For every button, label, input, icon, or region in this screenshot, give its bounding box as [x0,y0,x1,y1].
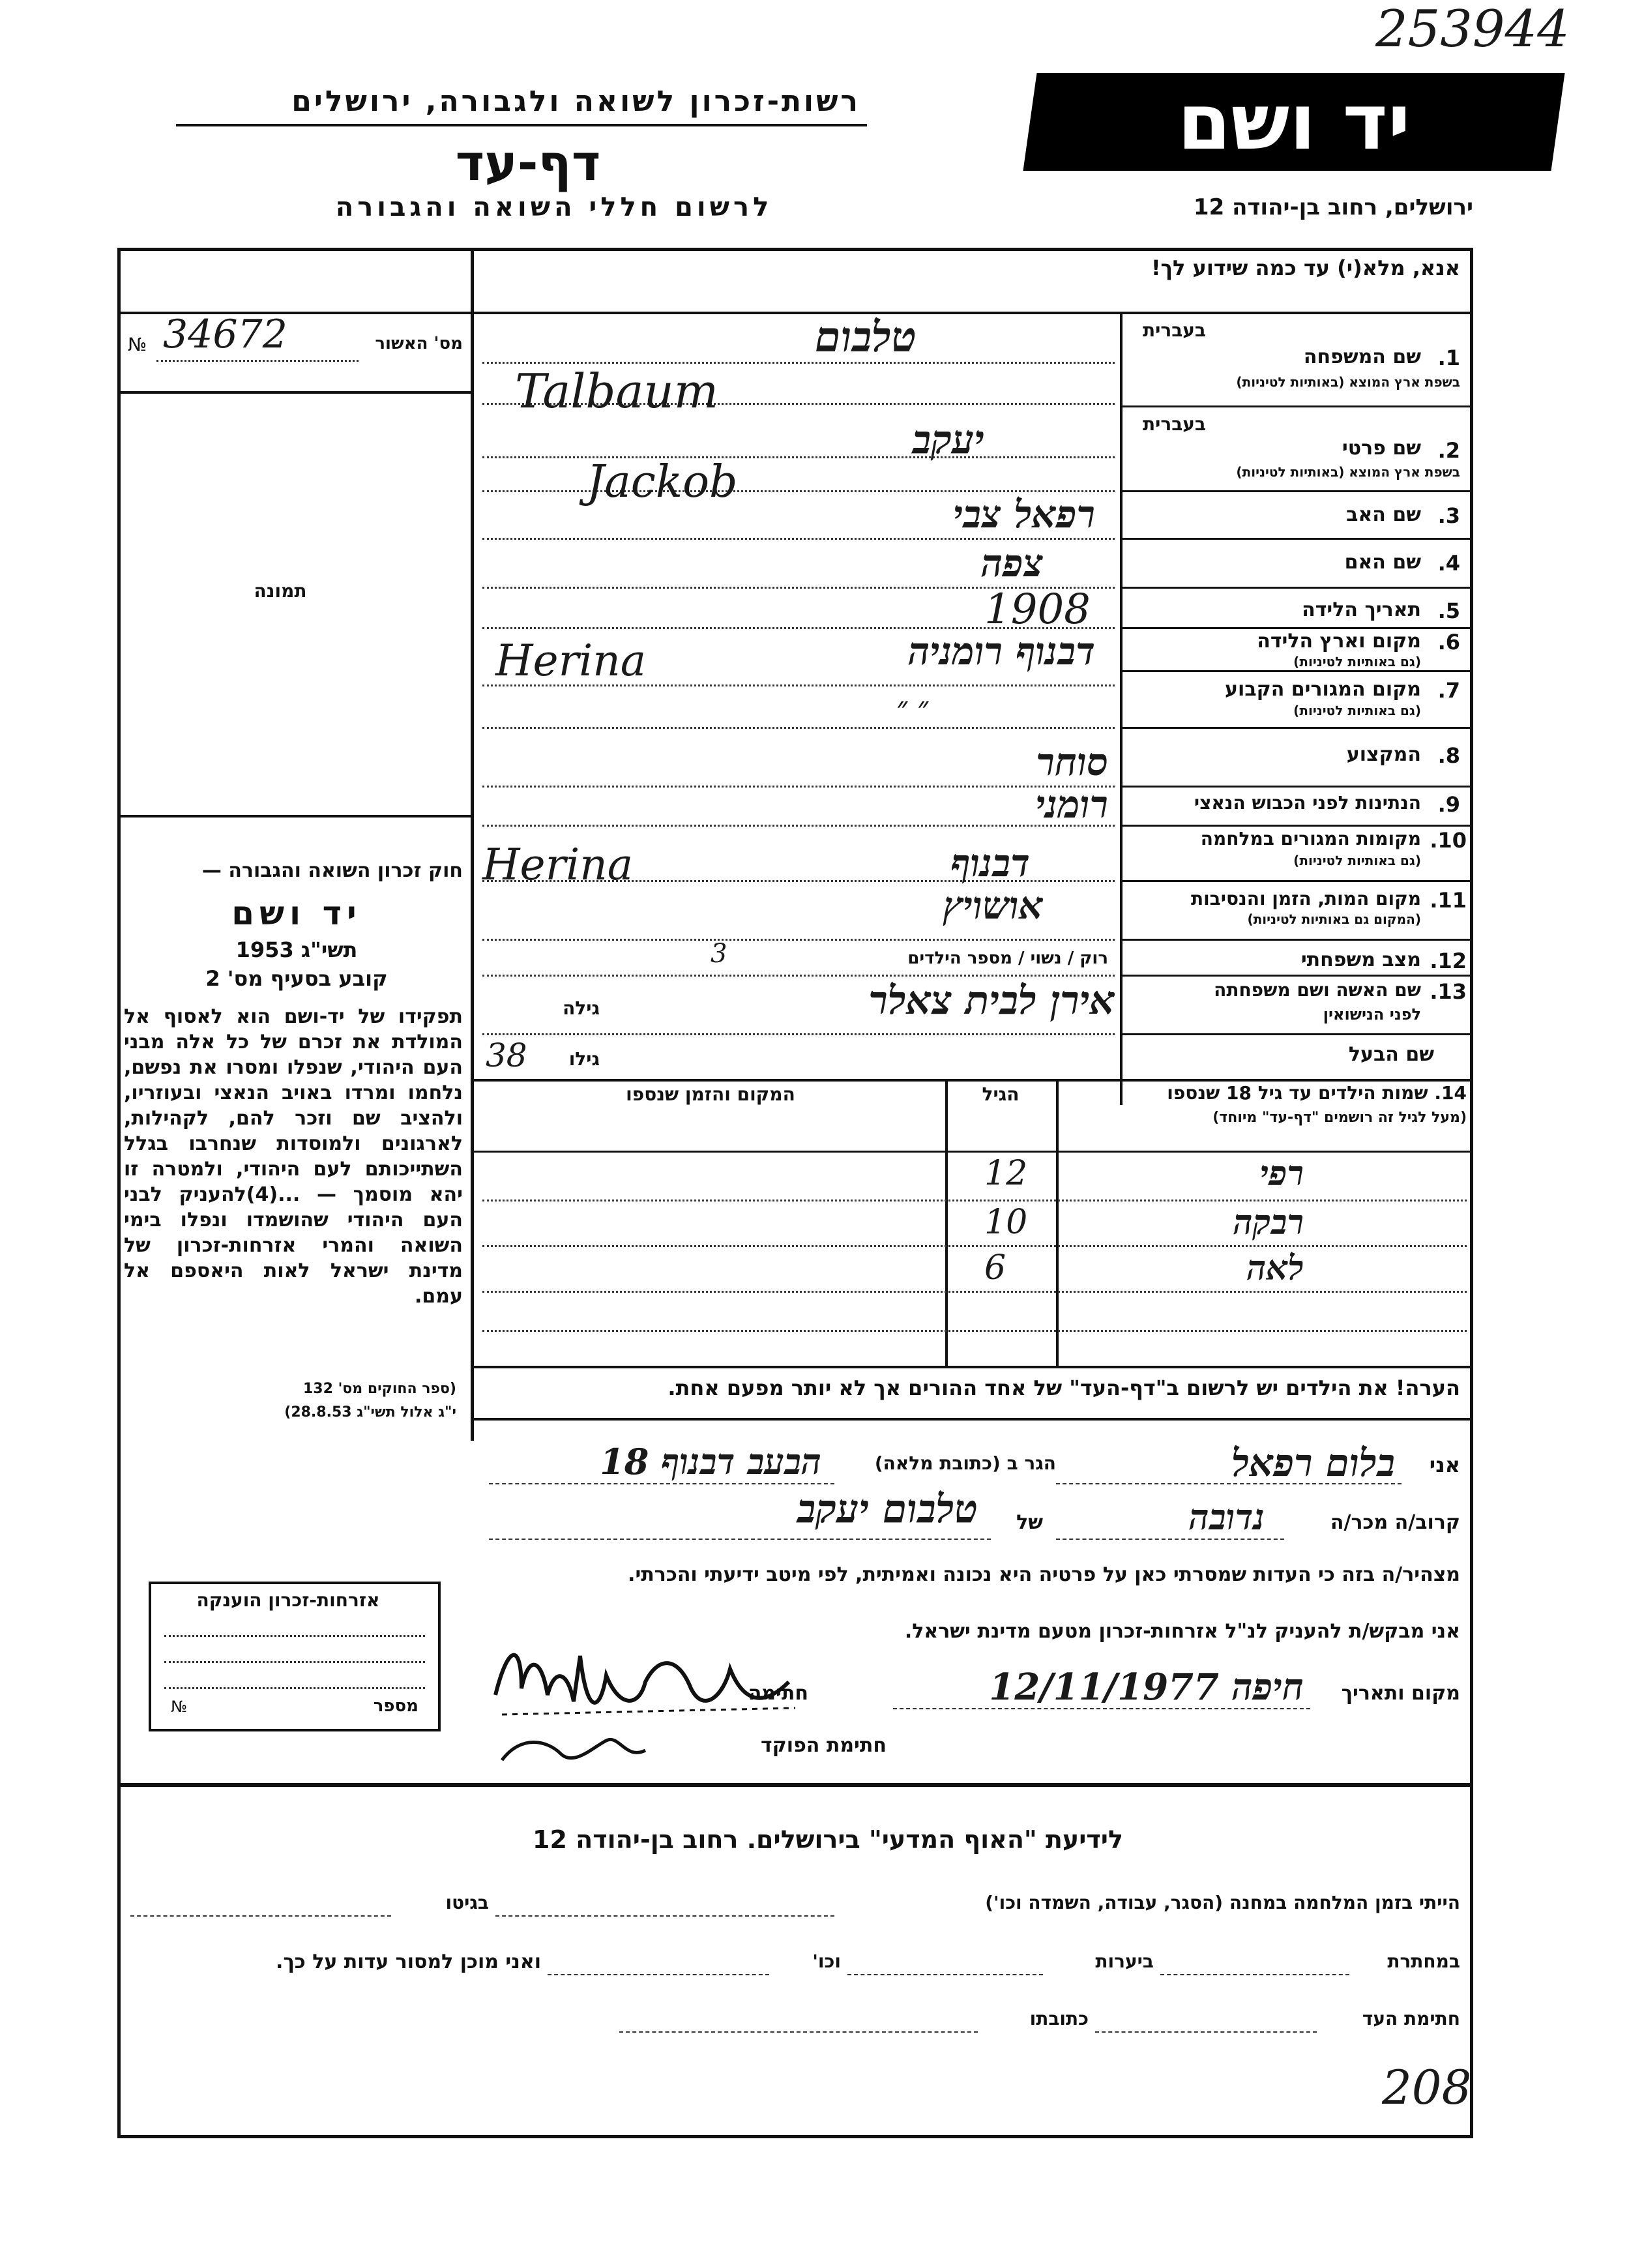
label-column-divider [1120,313,1123,1105]
field-2-lang: בעברית [1142,413,1206,435]
field-13-sub: לפני הנישואין [1323,1005,1421,1024]
husband-age-value: 38 [486,1037,527,1074]
children-place-header: המקום והזמן שנספו [626,1083,795,1105]
children-age-header: הגיל [982,1083,1020,1105]
field-7-sub: (גם באותיות לטיניות) [1293,703,1421,718]
field-2-value: יעקב [912,417,984,463]
field-7-num: 7. [1437,678,1460,703]
field-10-sub: (גם באותיות לטיניות) [1293,853,1421,868]
field-5-value: 1908 [984,585,1091,634]
children-header: 14. שמות הילדים עד גיל 18 שנספו [1167,1082,1467,1104]
field-9-label: הנתינות לפני הכבוש הנאצי [1194,792,1421,814]
citizenship-no: № [171,1698,187,1716]
field-12-value: 3 [711,939,727,969]
bottom-witness-sig: חתימת העד [1362,2008,1460,2029]
field-13-num: 13. [1430,979,1467,1004]
page-title: דף-עד [455,134,601,192]
decl-relative-label: קרוב/ה מכר/ה [1330,1511,1460,1534]
field-7-label: מקום המגורים הקבוע [1225,678,1421,701]
bottom-title: לידיעת "האוף המדעי" בירושלים. רחוב בן-יהודה 12 [533,1825,1123,1854]
field-1-sub: בשפת ארץ המוצא (באותיות לטיניות) [1236,374,1460,390]
decl-of-value: טלבום יעקב [797,1486,978,1532]
field-6-num: 6. [1437,630,1460,655]
intro-text: אנא, מלא(י) עד כמה שידוע לך! [1151,256,1460,280]
field-9-value: רומני [1035,782,1108,827]
bottom-etc: וכו' [812,1951,841,1972]
archive-number: 253944 [1375,0,1570,59]
field-4-num: 4. [1437,551,1460,576]
field-2-label: שם פרטי [1342,437,1421,460]
field-11-value: אושויץ [943,883,1043,928]
child-3-age: 6 [984,1248,1006,1288]
child-3-name: לאה [1246,1248,1304,1288]
field-5-label: תאריך הלידה [1302,598,1421,621]
citizenship-number-label: מספר [373,1696,418,1716]
field-5-num: 5. [1437,598,1460,623]
bottom-line1: הייתי בזמן המלחמה במחנה (הסגר, עבודה, השמדה וכו') [985,1892,1460,1913]
field-3-value: רפאל צבי [952,492,1095,537]
field-1-num: 1. [1437,346,1460,370]
field-3-label: שם האב [1346,503,1421,526]
field-8-label: המקצוע [1346,743,1421,766]
child-1-age: 12 [984,1154,1028,1193]
husband-age-label: גילו [568,1048,600,1070]
field-4-label: שם האם [1344,551,1421,574]
field-3-num: 3. [1437,503,1460,528]
field-11-sub: (המקום גם באותיות לטיניות) [1247,911,1421,927]
husband-label: שם הבעל [1348,1043,1434,1066]
decl-officer-label: חתימת הפוקד [761,1734,887,1757]
field-2-value-latin: Jackob [587,456,738,508]
bottom-forests: ביערות [1095,1951,1154,1972]
field-12-num: 12. [1430,949,1467,973]
decl-place-date-value: חיפה 12/11/1977 [989,1666,1304,1709]
decl-residing-label: הגר ב (כתובת מלאה) [874,1452,1056,1474]
children-sub: (מעל לגיל זה רושמים "דף-עד" מיוחד) [1212,1110,1467,1126]
field-6-value-latin: Herina [495,636,647,686]
child-1-name: רפי [1259,1154,1304,1194]
field-10-value: דבנוף [950,841,1030,885]
field-1-value: טלבום [815,313,917,362]
field-2-num: 2. [1437,438,1460,463]
field-13-value: אירן לבית צאלר [868,978,1115,1024]
page-subtitle: לרשום חללי השואה והגבורה [335,192,773,222]
bottom-ghetto: בגיטו [445,1892,489,1913]
bottom-underground: במחתרת [1387,1951,1460,1972]
bottom-ready: ואני מוכן למסור עדות על כך. [276,1951,541,1973]
note: הערה! את הילדים יש לרשום ב"דף-העד" של אחד ההורים אך לא יותר מפעם אחת. [668,1376,1460,1400]
citizenship-title: אזרחות-זכרון הוענקה [196,1589,380,1611]
law-ref-2: י"ג אלול תשי"ג 28.8.53) [284,1404,456,1421]
bottom-address: כתובתו [1029,2008,1089,2029]
field-1-label: שם המשפחה [1303,346,1421,368]
field-6-sub: (גם באותיות לטיניות) [1293,654,1421,670]
citizenship-box [149,1582,441,1731]
law-years: תשי"ג 1953 [235,937,358,962]
logo-text: יד ושם [1177,77,1411,167]
field-1-lang: בעברית [1142,319,1206,341]
field-6-label: מקום וארץ הלידה [1257,630,1421,653]
field-7-value: ״ ״ [896,691,929,724]
field-1-value-latin: Talbaum [515,364,719,419]
field-10-num: 10. [1430,828,1467,853]
approval-label: מס' האשור [375,334,463,353]
law-title: חוק זכרון השואה והגבורה — [201,859,463,882]
decl-place-date-label: מקום ותאריך [1341,1682,1460,1705]
yad-vashem-logo [1023,73,1564,171]
law-name: יד ושם [231,894,362,932]
field-10-label: מקומות המגורים במלחמה [1200,828,1421,849]
field-4-value: צפה [980,541,1043,585]
law-ref-1: (ספר החוקים מס' 132 [302,1381,456,1397]
law-section: קובע בסעיף מס' 2 [205,966,388,991]
field-12-label: מצב משפחתי [1300,949,1421,971]
decl-i-label: אני [1429,1452,1460,1477]
page-number: 208 [1382,2060,1472,2115]
authority-name: רשות-זכרון לשואה ולגבורה, ירושלים [291,85,860,118]
decl-statement: מצהיר/ה בזה כי העדות שמסרתי כאן על פרטיה היא נכונה ואמיתית, לפי מיטב ידיעתי והכרתי. [628,1563,1460,1586]
field-10-value-latin: Herina [482,840,634,890]
child-2-age: 10 [984,1203,1028,1242]
decl-of-label: של [1016,1511,1043,1534]
decl-i-value: בלום רפאל [1231,1441,1395,1485]
approval-suffix: № [128,334,147,355]
law-text: תפקידו של יד-ושם הוא לאסוף אל המולדת את זכרם של כל אלה מבני העם היהודי, שנפלו ומסרו את נפשם, נלחמו ומרדו באויב הנאצי ובעוזריו, ולהציב שם וזכר להם, לקהילות, לארגונים ולמוסדות שנחרבו בגלל השתייכותם לעם היהודי, ולמטרה זו יהא מוסמך — ...(4)להעניק לבני העם היהודי שהושמדו ונפלו בימי השואה והמרי אזרחות-זכרון של מדינת ישראל לאות היאספם אל עמם. [124,1005,463,1308]
decl-signature-label: חתימה [748,1682,808,1705]
authority-underline [176,124,867,126]
field-8-value: סוחר [1036,740,1108,784]
address: ירושלים, רחוב בן-יהודה 12 [1193,194,1473,220]
decl-residing-value: הבעב דבנוף 18 [600,1441,821,1482]
officer-signature [495,1721,691,1780]
field-11-label: מקום המות, הזמן והנסיבות [1190,888,1421,909]
approval-number: 34672 [163,312,287,357]
decl-relative-value: נדובה [1188,1496,1265,1538]
field-6-value: דבנוף רומניה [907,629,1095,673]
photo-label: תמונה [254,580,307,602]
decl-request: אני מבקש/ת להעניק לנ"ל אזרחות-זכרון מטעם מדינת ישראל. [904,1620,1460,1643]
child-2-name: רבקה [1233,1203,1304,1243]
left-column-divider [471,248,474,1441]
field-13-age-label: גילה [563,997,600,1019]
field-9-num: 9. [1437,792,1460,817]
field-13-label: שם האשה ושם משפחתה [1214,979,1421,1001]
field-8-num: 8. [1437,743,1460,768]
field-12-options: רוק / נשוי / מספר הילדים [907,949,1108,968]
field-2-sub: בשפת ארץ המוצא (באותיות לטיניות) [1236,464,1460,480]
field-11-num: 11. [1430,888,1467,913]
